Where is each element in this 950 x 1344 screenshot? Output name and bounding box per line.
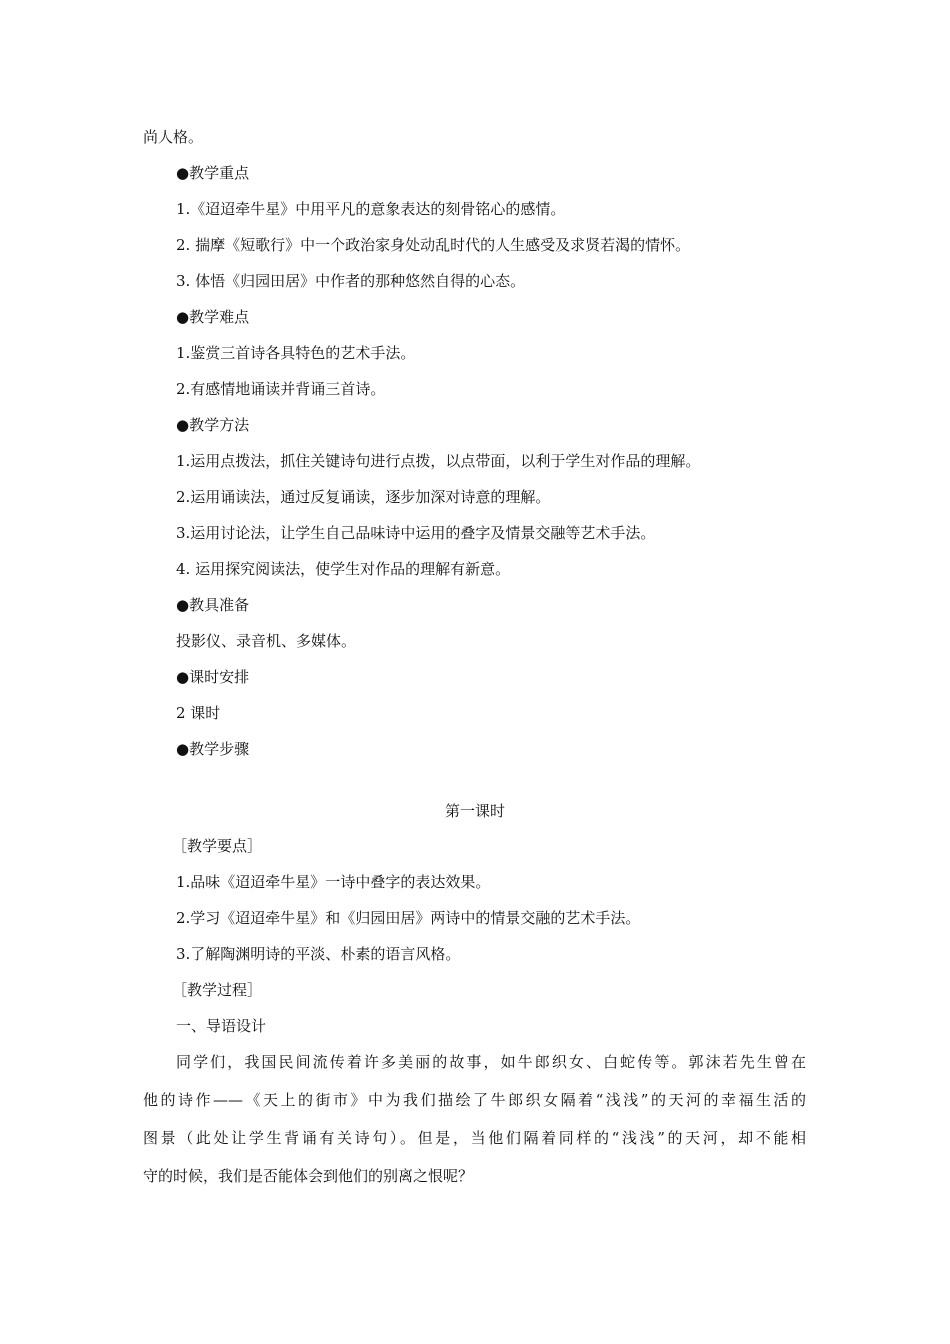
lesson-point-item: 1.品味《迢迢牵牛星》一诗中叠字的表达效果。 bbox=[176, 873, 491, 891]
lesson-one-title: 第一课时 bbox=[444, 802, 505, 820]
intro-tail-text: 尚人格。 bbox=[143, 128, 204, 146]
key-point-item: 2. 揣摩《短歌行》中一个政治家身处动乱时代的人生感受及求贤若渴的情怀。 bbox=[176, 236, 691, 254]
lesson-points-heading: ［教学要点］ bbox=[172, 837, 263, 855]
key-point-item: 1.《迢迢牵牛星》中用平凡的意象表达的刻骨铭心的感情。 bbox=[176, 200, 566, 218]
schedule-text: 2 课时 bbox=[176, 704, 221, 722]
lesson-point-item: 3.了解陶渊明诗的平淡、朴素的语言风格。 bbox=[176, 945, 461, 963]
method-item: 3.运用讨论法，让学生自己品味诗中运用的叠字及情景交融等艺术手法。 bbox=[176, 524, 656, 542]
paragraph-line: 同学们，我国民间流传着许多美丽的故事，如牛郎织女、白蛇传等。郭沫若先生曾在 bbox=[176, 1053, 806, 1071]
schedule-heading: ●课时安排 bbox=[176, 668, 250, 686]
tools-heading: ●教具准备 bbox=[176, 596, 250, 614]
key-point-item: 3. 体悟《归园田居》中作者的那种悠然自得的心态。 bbox=[176, 272, 526, 290]
key-points-heading: ●教学重点 bbox=[176, 164, 250, 182]
difficulty-item: 2.有感情地诵读并背诵三首诗。 bbox=[176, 380, 386, 398]
method-item: 2.运用诵读法，通过反复诵读，逐步加深对诗意的理解。 bbox=[176, 488, 551, 506]
paragraph-line: 他的诗作——《天上的街市》中为我们描绘了牛郎织女隔着“浅浅”的天河的幸福生活的 bbox=[143, 1091, 806, 1109]
method-item: 4. 运用探究阅读法，使学生对作品的理解有新意。 bbox=[176, 560, 511, 578]
paragraph-line: 守的时候，我们是否能体会到他们的别离之恨呢？ bbox=[143, 1167, 474, 1185]
method-item: 1.运用点拨法，抓住关键诗句进行点拨，以点带面，以利于学生对作品的理解。 bbox=[176, 452, 701, 470]
difficulty-item: 1.鉴赏三首诗各具特色的艺术手法。 bbox=[176, 344, 416, 362]
paragraph-line: 图景（此处让学生背诵有关诗句）。但是，当他们隔着同样的“浅浅”的天河，却不能相 bbox=[143, 1129, 806, 1147]
methods-heading: ●教学方法 bbox=[176, 416, 250, 434]
tools-text: 投影仪、录音机、多媒体。 bbox=[176, 632, 357, 650]
section-one-heading: 一、导语设计 bbox=[176, 1017, 267, 1035]
steps-heading: ●教学步骤 bbox=[176, 740, 250, 758]
difficulties-heading: ●教学难点 bbox=[176, 308, 250, 326]
lesson-point-item: 2.学习《迢迢牵牛星》和《归园田居》两诗中的情景交融的艺术手法。 bbox=[176, 909, 641, 927]
process-heading: ［教学过程］ bbox=[172, 981, 263, 999]
